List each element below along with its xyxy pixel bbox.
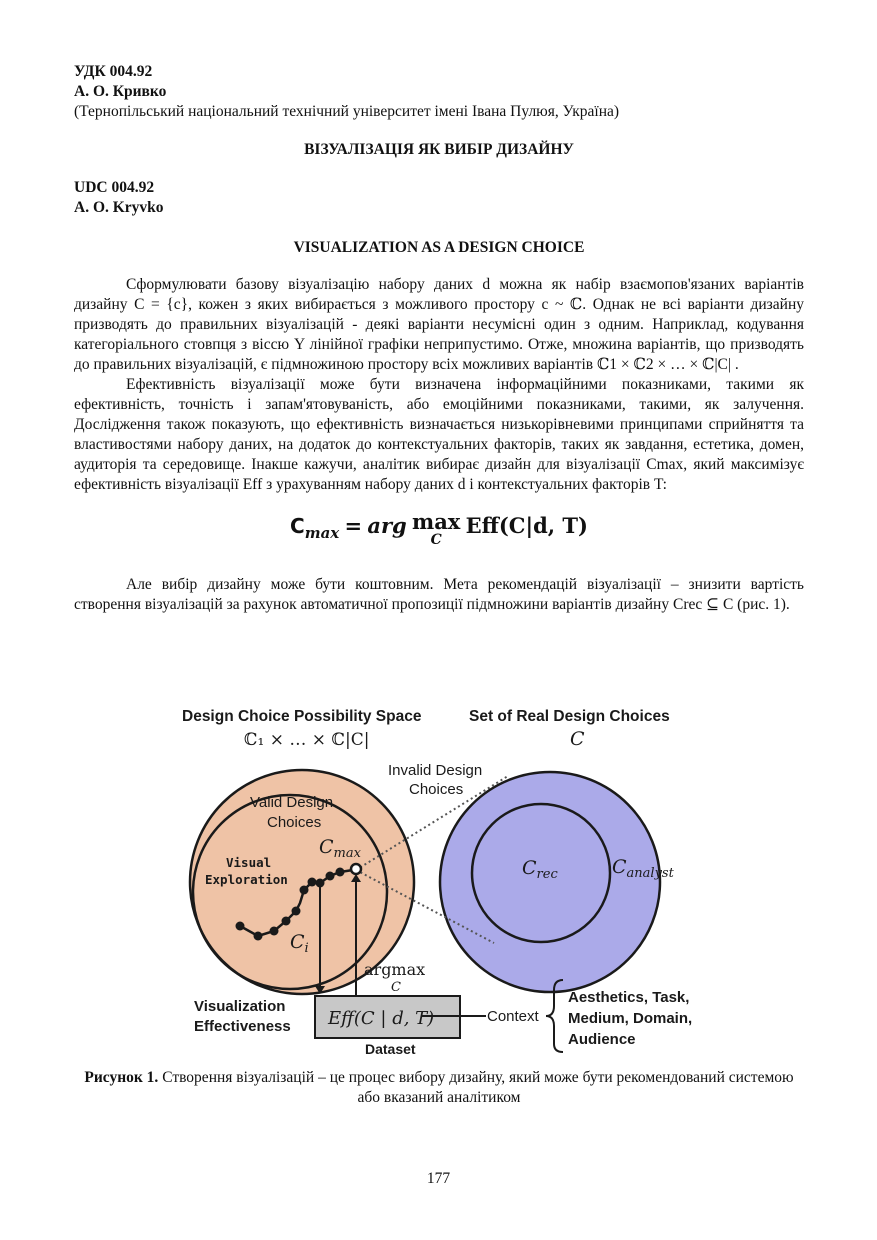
exploration-point: [254, 932, 263, 941]
exploration-point: [282, 917, 291, 926]
effectiveness-line2: Effectiveness: [194, 1018, 291, 1035]
formula-lhs-sub: max: [304, 524, 340, 543]
visual-label-line2: Exploration: [205, 872, 288, 887]
paragraph-3: Але вибір дизайну може бути коштовним. Мета рекомендацій візуалізації – знизити вартість створення візуалізацій за рахунок автоматичної пропозиції підмножини варіантів дизайну Crec ⊆ C (рис. 1).: [74, 576, 804, 613]
formula-eq: =: [344, 513, 363, 538]
title-ua: ВІЗУАЛІЗАЦІЯ ЯК ВИБІР ДИЗАЙНУ: [304, 141, 574, 158]
author-en: A. O. Kryvko: [74, 199, 164, 216]
formula-lhs: C: [290, 514, 305, 538]
fig-right-heading: Set of Real Design Choices: [469, 708, 670, 725]
invalid-label-line1: Invalid Design: [388, 762, 483, 779]
paragraph-1: Сформулювати базову візуалізацію набору даних d можна як набір взаємопов'язаних варіантів дизайну C = {c}, кожен з яких вибирається з можливого простору c ~ ℂ. Однак не всі варіанти дизайну призводять до правильних візуалізацій - деякі варіанти несумісні один з одним. Наприклад, кодування категоріального стовпця з віссю Y лінійної графіки неприпустимо. Отже, множина варіантів, що призводять до правильних візуалізацій, є підмножиною простору всіх можливих варіантів ℂ1 × ℂ2 × … × ℂ|C| .: [74, 276, 804, 373]
cmax-label: $C_{max}$: [319, 836, 361, 861]
exploration-point: [336, 868, 345, 877]
exploration-point: [292, 907, 301, 916]
exploration-point: [270, 927, 279, 936]
argmax-label: argmax: [364, 960, 426, 979]
eff-box-label: Eff(C | d, T): [328, 1008, 435, 1029]
exploration-point: [308, 878, 317, 887]
fig-left-space: ℂ₁ × … × ℂ|C|: [244, 730, 370, 750]
title-en: VISUALIZATION AS A DESIGN CHOICE: [293, 239, 585, 256]
exploration-point: [326, 872, 335, 881]
canalyst-label: $C_{analyst}$: [612, 856, 674, 881]
crec-label: $C_{rec}$: [522, 857, 558, 882]
exploration-point: [300, 886, 309, 895]
valid-label-line1: Valid Design: [250, 794, 334, 811]
ci-label: $C_i$: [290, 931, 309, 956]
context-item-1: Aesthetics, Task,: [568, 989, 690, 1006]
affiliation-ua: (Тернопільський національний технічний університет імені Івана Пулюя, Україна): [74, 103, 620, 120]
cmax-point: [351, 864, 361, 874]
visual-label-line1: Visual: [226, 855, 272, 870]
context-item-3: Audience: [568, 1031, 636, 1048]
exploration-point: [236, 922, 245, 931]
udc-en: UDC 004.92: [74, 179, 155, 196]
figure-caption: [74, 1068, 804, 1108]
formula-arg: arg: [367, 513, 407, 538]
author-ua: А. О. Кривко: [74, 83, 167, 100]
valid-label-line2: Choices: [267, 814, 322, 831]
formula-rhs: Eff(C|d, T): [465, 513, 588, 538]
fig-right-set: C: [570, 728, 585, 750]
formula-max: [411, 509, 461, 549]
caption-text: Створення візуалізацій – це процес вибору дизайну, який може бути рекомендований системою або вказаний аналітиком: [158, 1069, 794, 1106]
formula-max-sub: C: [430, 532, 442, 548]
caption-label: Рисунок 1.: [84, 1069, 159, 1086]
formula-max-word: max: [411, 509, 461, 534]
dataset-label: Dataset: [365, 1041, 416, 1057]
formula: [74, 509, 804, 549]
effectiveness-line1: Visualization: [194, 998, 286, 1015]
page-body: [74, 62, 804, 615]
argmax-sub: C: [391, 980, 401, 995]
invalid-label-line2: Choices: [409, 781, 464, 798]
context-item-2: Medium, Domain,: [568, 1010, 693, 1027]
fig-left-heading: Design Choice Possibility Space: [182, 708, 422, 725]
paragraph-2: Ефективність візуалізації може бути визначена інформаційними показниками, такими як ефективність, точність і запам'ятовуваність, або емоційними показниками, такими, як залучення. Дослідження також показують, що ефективність визначається низькорівневими принципами сприйняття та властивостями набору даних, на додаток до контекстуальних факторів, таких як завдання, естетика, домен, аудиторія та середовище. Інакше кажучи, аналітик вибирає дизайн для візуалізації Cmax, який максимізує ефективність візуалізації Eff з урахуванням набору даних d і контекстуальних факторів T:: [74, 376, 804, 493]
context-label: Context: [487, 1008, 539, 1025]
page-number: 177: [426, 1170, 451, 1187]
udk-ua: УДК 004.92: [74, 63, 153, 80]
figure-1: [178, 700, 708, 1065]
